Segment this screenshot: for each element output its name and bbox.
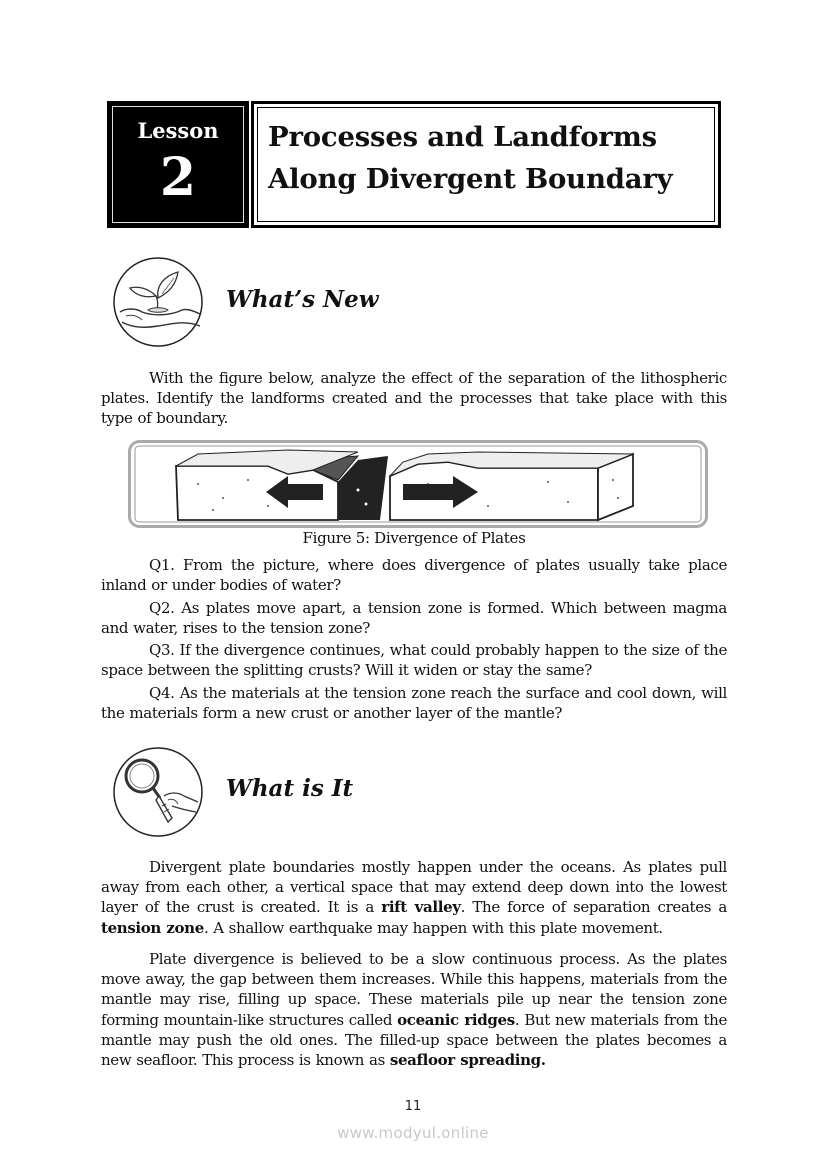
question-text: Q4. As the materials at the tension zone reach the surface and cool down, will the materials form a new crust or another layer of the mantle?	[101, 684, 727, 723]
term-oceanic-ridges: oceanic ridges	[397, 1010, 515, 1029]
term-seafloor-spreading: seafloor spreading.	[389, 1051, 546, 1070]
lesson-label: Lesson	[137, 118, 219, 143]
whats-new-intro	[101, 368, 727, 429]
text-run: Plate divergence is believed to be a slow continuous process. As the plates move away, the gap between them increases. While this happens, materials from the mantle may rise, filling up space. These materials pile up near the tension zone forming mountain-like structures called	[101, 950, 727, 1029]
lesson-title-line-1: Processes and Landforms	[268, 121, 657, 153]
section-title-what-is-it: What is It	[226, 775, 354, 802]
text-run: . The force of separation creates a	[460, 898, 728, 917]
text-run: Divergent plate boundaries mostly happen under the oceans. As plates pull away from each other, a vertical space that may extend deep down into the lowest layer of the crust is created. It is a	[101, 858, 727, 917]
question-text: Q2. As plates move apart, a tension zone is formed. Which between magma and water, rises to the tension zone?	[101, 599, 727, 638]
question-3	[101, 640, 727, 680]
lesson-title-line-2: Along Divergent Boundary	[268, 163, 673, 195]
what-is-it-paragraph-2	[101, 949, 727, 1070]
intro-text: With the figure below, analyze the effect of the separation of the lithospheric plates. Identify the landforms created and the processes that take place with this type of boundary.	[101, 369, 727, 428]
term-tension-zone: tension zone	[101, 918, 204, 937]
lesson-number: 2	[159, 147, 197, 208]
section-title-whats-new: What’s New	[226, 286, 379, 313]
question-text: Q3. If the divergence continues, what could probably happen to the size of the space between the splitting crusts? Will it widen or stay the same?	[101, 641, 727, 680]
what-is-it-paragraph-1	[101, 857, 727, 938]
term-rift-valley: rift valley	[381, 898, 461, 917]
magnifying-glass-icon	[112, 746, 204, 838]
figure-caption: Figure 5: Divergence of Plates	[302, 529, 526, 547]
watermark: www.modyul.online	[337, 1124, 489, 1142]
text-run: . But new materials from the mantle may push the old ones. The filled-up space between the plates becomes a new seafloor. This process is known as	[101, 1010, 728, 1070]
page-number: 11	[404, 1099, 422, 1114]
text-run: . A shallow earthquake may happen with this plate movement.	[203, 918, 663, 937]
question-4	[101, 683, 727, 723]
hand-with-seedling-icon	[112, 256, 204, 348]
lesson-title	[268, 116, 672, 200]
lesson-badge	[107, 101, 249, 228]
lesson-title-box	[251, 101, 721, 228]
divergence-figure	[128, 440, 708, 528]
question-1	[101, 555, 727, 595]
question-2	[101, 598, 727, 638]
question-text: Q1. From the picture, where does divergence of plates usually take place inland or under bodies of water?	[101, 556, 727, 595]
